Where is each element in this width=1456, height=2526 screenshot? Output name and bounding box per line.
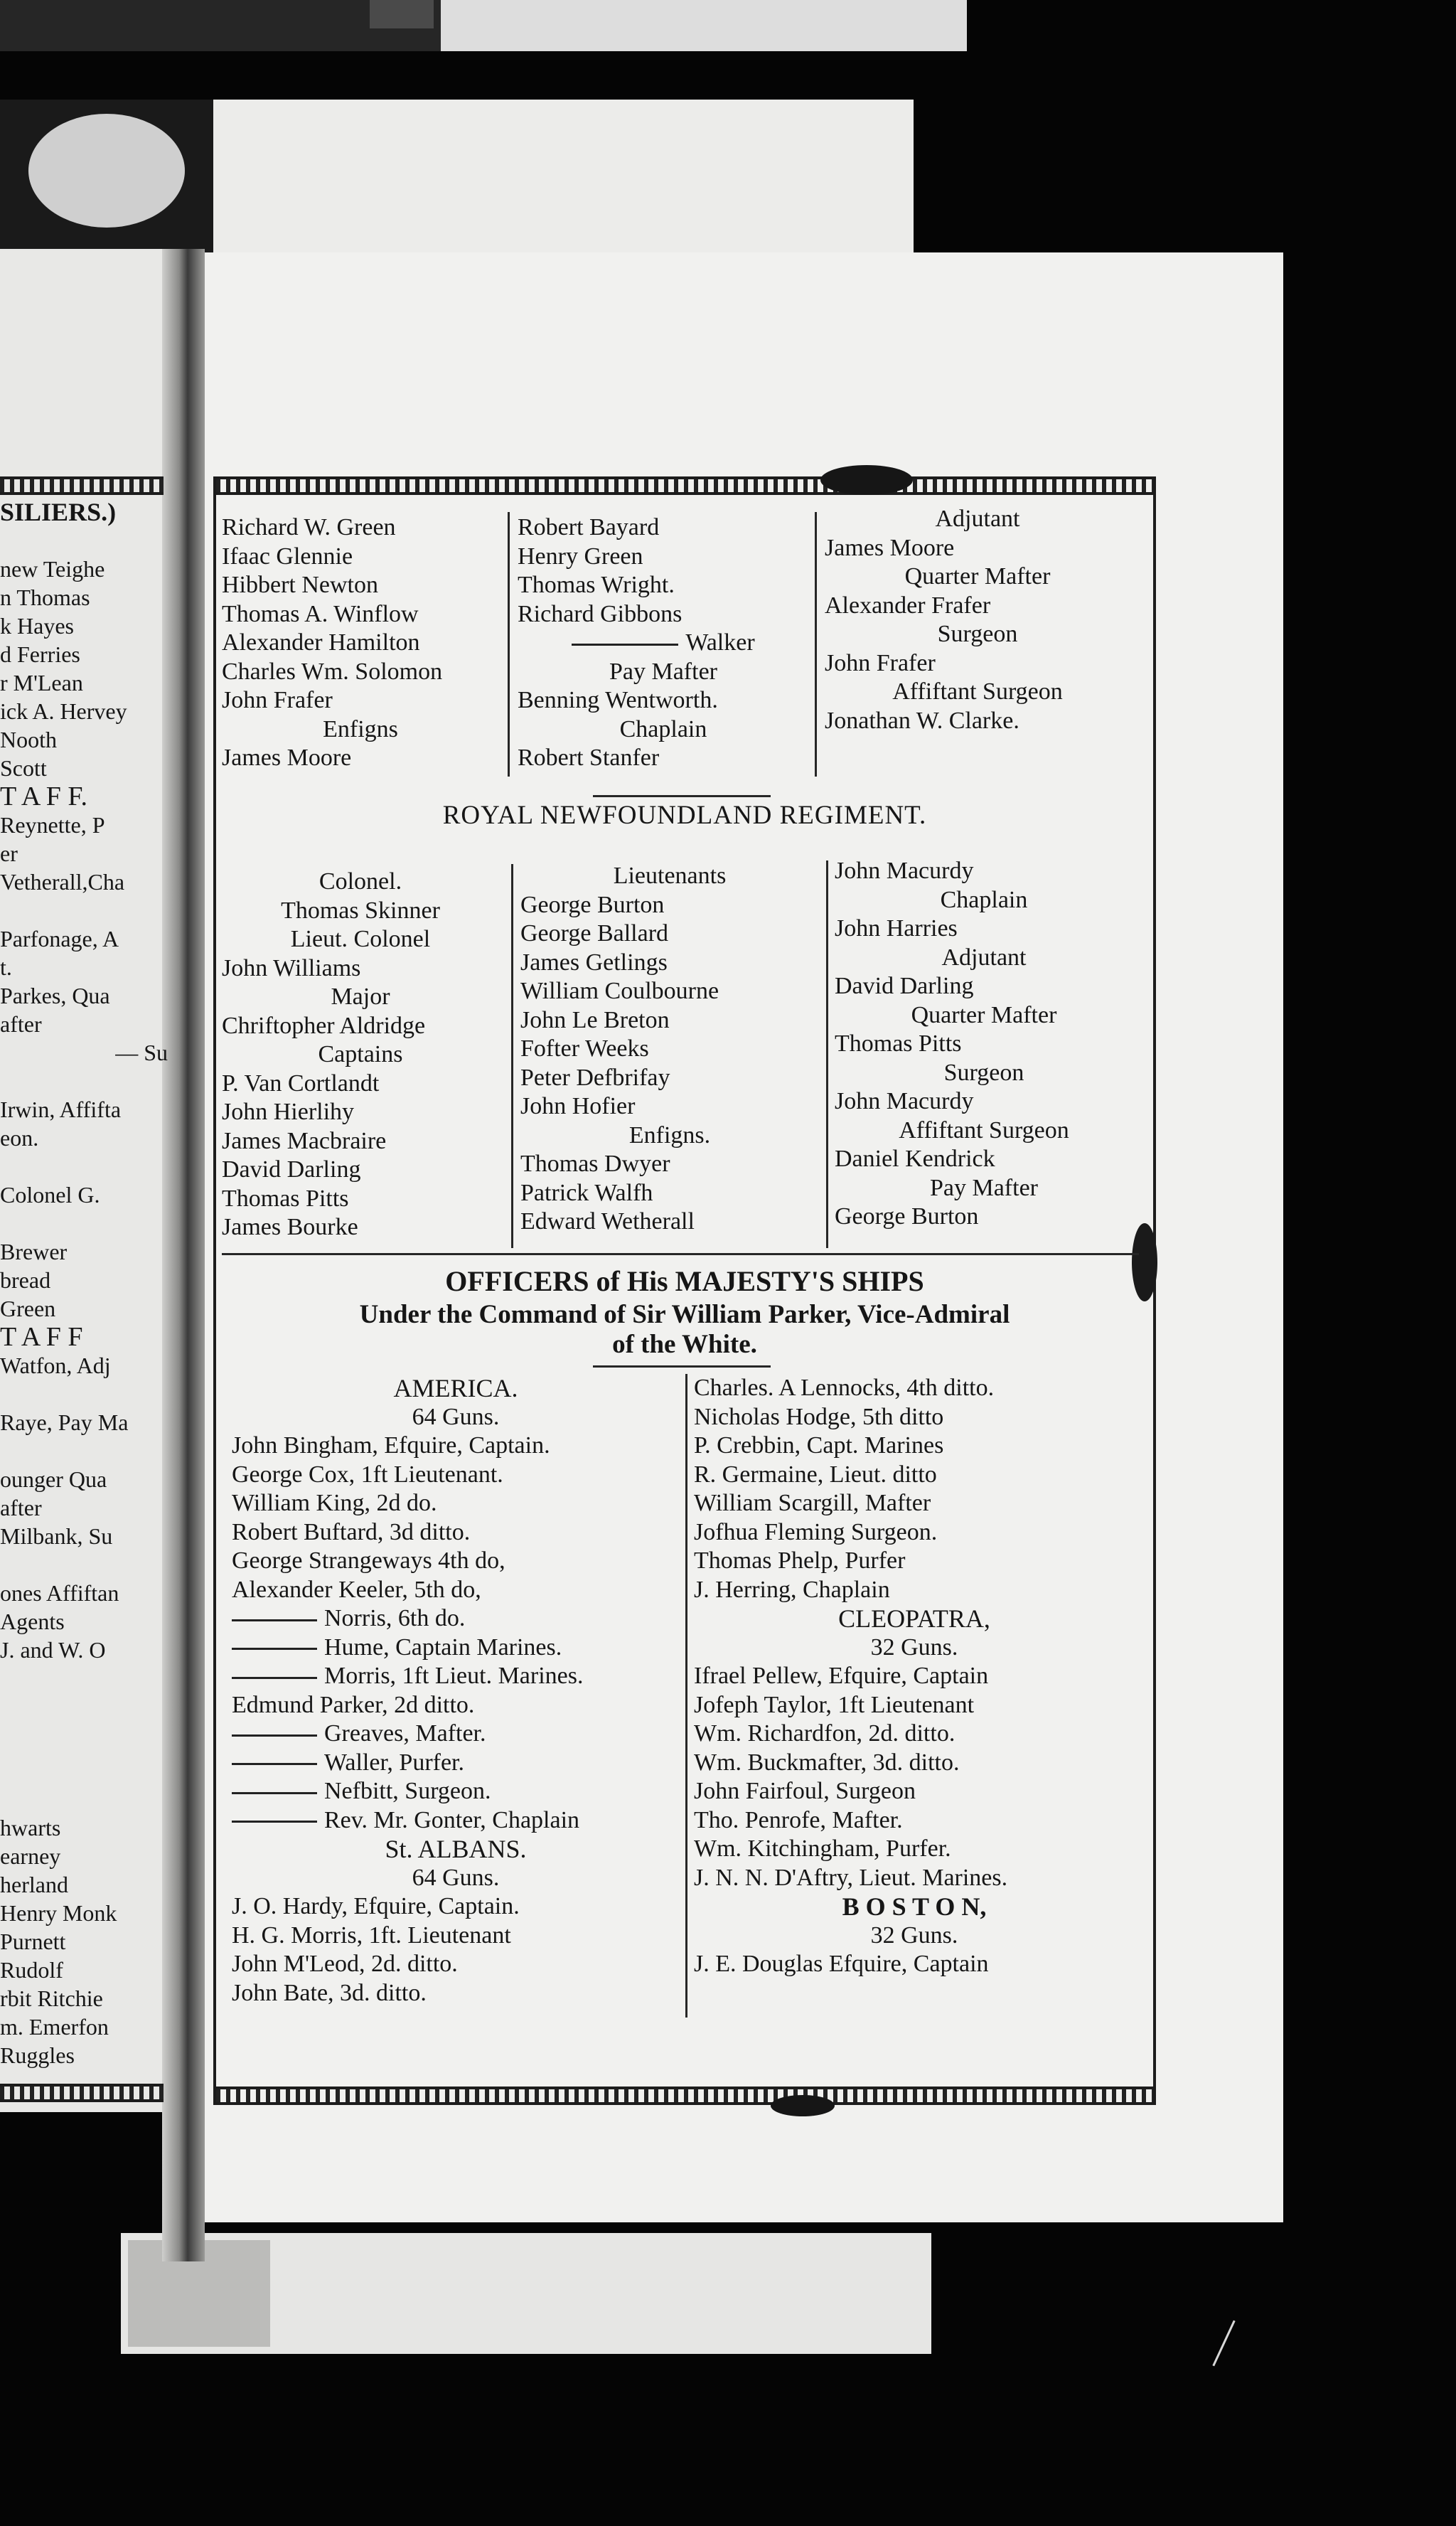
left-page-text-lower [0, 1813, 168, 2069]
name-line: Benning Wentworth. [518, 687, 718, 713]
officer-line: John Bate, 3d. ditto. [232, 1979, 427, 2006]
rank-heading: Quarter Mafter [904, 563, 1051, 590]
officer-line: Jofhua Fleming Surgeon. [694, 1518, 938, 1545]
blank-name-rule [232, 1619, 317, 1621]
name-line: Thomas Pitts [835, 1030, 962, 1057]
officer-line: Alexander Keeler, 5th do, [232, 1576, 481, 1603]
name-line: David Darling [222, 1156, 361, 1183]
officer-line: George Strangeways 4th do, [232, 1547, 505, 1574]
name-line: George Burton [520, 891, 665, 918]
officer-line: Charles. A Lennocks, 4th ditto. [694, 1375, 995, 1401]
officer-text: Greaves, Mafter. [324, 1720, 486, 1747]
left-line: er [0, 841, 18, 866]
left-line: Nooth [0, 727, 57, 752]
left-line: Colonel G. [0, 1182, 100, 1208]
left-line: Ruggles [0, 2042, 75, 2068]
name-line: James Bourke [222, 1214, 358, 1240]
name-line: Patrick Walfh [520, 1179, 653, 1206]
left-line: SILIERS.) [0, 498, 117, 526]
blank-name-rule [232, 1734, 317, 1737]
officer-line: Jofeph Taylor, 1ft Lieutenant [694, 1691, 975, 1718]
officer-line: Ifrael Pellew, Efquire, Captain [694, 1663, 989, 1689]
rank-heading: Affiftant Surgeon [892, 678, 1063, 705]
rank-heading: Surgeon [937, 621, 1018, 647]
officer-line: Tho. Penrofe, Mafter. [694, 1806, 903, 1833]
rank-heading: Surgeon [943, 1059, 1024, 1086]
officer-line [232, 1634, 680, 1663]
column-divider [815, 512, 817, 777]
book-gutter [162, 249, 205, 2261]
rank-heading: Captains [318, 1041, 403, 1067]
ship-guns: 64 Guns. [412, 1403, 500, 1430]
name-line: George Ballard [520, 920, 669, 947]
officer-text: Morris, 1ft Lieut. Marines. [324, 1663, 584, 1689]
left-line [0, 1152, 168, 1181]
left-line: r M'Lean [0, 670, 83, 696]
name-text: Walker [685, 629, 755, 656]
left-line: Reynette, P [0, 812, 105, 838]
officer-line: William Scargill, Mafter [694, 1490, 931, 1516]
left-line: Scott [0, 755, 47, 781]
name-line: James Getlings [520, 949, 668, 976]
left-line: Parfonage, A [0, 926, 119, 952]
left-line: J. and W. O [0, 1637, 106, 1663]
pen-mark [1212, 2320, 1235, 2367]
ribbon-bookmark [28, 114, 185, 228]
officer-line [232, 1806, 680, 1835]
officer-line: Wm. Buckmafter, 3d. ditto. [694, 1749, 960, 1776]
left-line: Brewer [0, 1239, 68, 1264]
rank-heading: Quarter Mafter [911, 1001, 1057, 1028]
left-line [0, 1067, 168, 1095]
left-line: t. [0, 954, 12, 980]
name-line: Charles Wm. Solomon [222, 658, 443, 685]
officer-line: J. Herring, Chaplain [694, 1576, 890, 1603]
name-line: David Darling [835, 973, 974, 999]
name-line: Edward Wetherall [520, 1208, 695, 1235]
name-line: John Williams [222, 954, 361, 981]
left-line: herland [0, 1872, 68, 1897]
name-line: Thomas Pitts [222, 1185, 349, 1212]
name-line: P. Van Cortlandt [222, 1070, 380, 1097]
blank-name-rule [232, 1677, 317, 1679]
left-line: ick A. Hervey [0, 698, 127, 724]
left-line: Parkes, Qua [0, 983, 110, 1008]
officer-line: John M'Leod, 2d. ditto. [232, 1951, 458, 1977]
left-line: ounger Qua [0, 1466, 107, 1492]
officer-line: J. O. Hardy, Efquire, Captain. [232, 1893, 520, 1919]
name-line: John Frafer [222, 687, 333, 713]
left-line [0, 1550, 168, 1579]
left-line: earney [0, 1843, 61, 1869]
left-page-border [0, 476, 164, 495]
regiment-column-1 [222, 868, 499, 1242]
regiment-title: ROYAL NEWFOUNDLAND REGIMENT. [442, 801, 927, 830]
name-line: John Harries [835, 915, 958, 942]
ship-name: CLEOPATRA, [838, 1604, 990, 1633]
top-column-1 [222, 513, 499, 773]
left-line: eon. [0, 1125, 39, 1151]
rank-heading: Enfigns [323, 715, 398, 742]
top-ornamental-border [216, 476, 1153, 495]
name-line: Thomas Wright. [518, 572, 675, 598]
name-line: James Moore [825, 534, 955, 561]
left-page-border-bottom [0, 2084, 164, 2102]
left-line: T A F F. [0, 782, 87, 811]
left-line: Vetherall,Cha [0, 869, 125, 895]
rank-heading: Lieutenants [613, 863, 727, 889]
left-line: rbit Ritchie [0, 1986, 103, 2011]
left-line: Agents [0, 1609, 65, 1634]
left-line: after [0, 1011, 42, 1037]
left-line: — Su [115, 1040, 168, 1065]
column-divider [511, 864, 513, 1248]
ship-guns: 32 Guns. [870, 1634, 958, 1661]
officer-text: Rev. Mr. Gonter, Chaplain [324, 1806, 580, 1833]
rank-heading: Adjutant [941, 944, 1027, 971]
officer-line: John Bingham, Efquire, Captain. [232, 1432, 550, 1459]
name-line: John Hierlihy [222, 1099, 355, 1125]
name-line [518, 629, 809, 658]
officer-line [232, 1604, 680, 1634]
left-line: Raye, Pay Ma [0, 1409, 129, 1435]
name-line: John Macurdy [835, 1088, 974, 1114]
name-line: Alexander Hamilton [222, 629, 420, 656]
name-line: Robert Bayard [518, 514, 660, 540]
name-line: Chriftopher Aldridge [222, 1012, 426, 1039]
blank-name-rule [572, 644, 678, 646]
name-line: Daniel Kendrick [835, 1146, 995, 1172]
rank-heading: Chaplain [940, 886, 1028, 913]
bottom-ornamental-border [216, 2087, 1153, 2105]
left-line: d Ferries [0, 641, 80, 667]
name-line: James Moore [222, 745, 352, 771]
rank-heading: Chaplain [619, 715, 707, 742]
left-line [0, 526, 168, 555]
officer-text: Hume, Captain Marines. [324, 1634, 562, 1661]
ship-name: St. ALBANS. [385, 1835, 527, 1863]
column-divider [508, 512, 510, 777]
name-line: William Coulbourne [520, 978, 719, 1004]
left-page-text [0, 498, 168, 1664]
officer-line: Nicholas Hodge, 5th ditto [694, 1403, 944, 1430]
officer-line: P. Crebbin, Capt. Marines [694, 1432, 944, 1459]
regiment-column-3 [835, 857, 1133, 1232]
left-line: after [0, 1495, 42, 1520]
section-divider [222, 1253, 1139, 1255]
name-line: John Frafer [825, 649, 936, 676]
rank-heading: Adjutant [935, 506, 1020, 532]
rank-heading: Enfigns. [628, 1121, 711, 1149]
officer-line: William King, 2d do. [232, 1490, 437, 1516]
left-line: Henry Monk [0, 1900, 117, 1926]
ship-name: AMERICA. [393, 1374, 518, 1402]
officer-text: Nefbitt, Surgeon. [324, 1778, 491, 1804]
ship-guns: 32 Guns. [870, 1922, 958, 1949]
officer-line: Robert Buftard, 3d ditto. [232, 1518, 471, 1545]
name-line: Thomas Dwyer [520, 1151, 670, 1177]
officer-line: J. N. N. D'Aftry, Lieut. Marines. [694, 1864, 1008, 1891]
name-line: Peter Defbrifay [520, 1064, 670, 1091]
officer-line: J. E. Douglas Efquire, Captain [694, 1951, 989, 1977]
printed-frame [213, 476, 1156, 2105]
officer-line: R. Germaine, Lieut. ditto [694, 1461, 937, 1488]
name-line: John Hofier [520, 1093, 636, 1119]
blank-name-rule [232, 1821, 317, 1823]
officer-line: George Cox, 1ft Lieutenant. [232, 1461, 503, 1488]
ships-title: OFFICERS of His MAJESTY'S SHIPS [445, 1265, 924, 1297]
left-line: Rudolf [0, 1957, 63, 1983]
rank-heading: Pay Mafter [609, 658, 717, 685]
name-line: John Macurdy [835, 858, 974, 884]
officer-line: Wm. Richardfon, 2d. ditto. [694, 1720, 956, 1747]
name-line: James Macbraire [222, 1127, 387, 1154]
name-line: Robert Stanfer [518, 745, 660, 771]
left-line: Green [0, 1296, 56, 1321]
rank-heading: Lieut. Colonel [290, 926, 431, 952]
ships-subtitle: of the White. [612, 1330, 757, 1359]
left-line: ones Affiftan [0, 1580, 119, 1606]
officer-line: Thomas Phelp, Purfer [694, 1547, 906, 1574]
name-line: Fofter Weeks [520, 1035, 649, 1062]
bottom-ornament [771, 2095, 835, 2116]
top-column-2 [518, 513, 809, 773]
left-line: Milbank, Su [0, 1523, 113, 1549]
rank-heading: Major [331, 984, 390, 1010]
rank-heading: Affiftant Surgeon [899, 1117, 1069, 1144]
name-line: John Le Breton [520, 1006, 670, 1033]
name-line: Thomas A. Winflow [222, 600, 419, 627]
blank-name-rule [232, 1763, 317, 1765]
name-line: George Burton [835, 1203, 979, 1230]
section-rule [593, 1365, 771, 1368]
officer-line: Wm. Kitchingham, Purfer. [694, 1835, 951, 1862]
officer-text: Norris, 6th do. [324, 1605, 466, 1631]
left-line: k Hayes [0, 613, 74, 639]
top-ornament [820, 465, 913, 495]
officer-line: H. G. Morris, 1ft. Lieutenant [232, 1922, 511, 1949]
column-divider [685, 1374, 687, 2018]
left-line: hwarts [0, 1815, 61, 1840]
name-line: Richard Gibbons [518, 600, 682, 627]
officer-line [232, 1777, 680, 1806]
ship-guns: 64 Guns. [412, 1864, 500, 1891]
ships-subtitle: Under the Command of Sir William Parker, Vice-Admiral [359, 1300, 1010, 1329]
left-line [0, 1437, 168, 1465]
name-line: Hibbert Newton [222, 572, 379, 598]
left-line [0, 896, 168, 924]
rank-heading: Pay Mafter [929, 1174, 1038, 1201]
section-rule [593, 795, 771, 797]
left-line: new Teighe [0, 556, 105, 582]
left-line [0, 1380, 168, 1408]
officer-line [232, 1662, 680, 1691]
ships-right-column [694, 1374, 1135, 1979]
blank-name-rule [232, 1648, 317, 1650]
name-line: Thomas Skinner [281, 897, 440, 924]
ship-name: B O S T O N, [842, 1892, 987, 1921]
officer-line [232, 1720, 680, 1749]
rank-heading: Colonel. [318, 868, 402, 895]
officer-line: Edmund Parker, 2d ditto. [232, 1691, 475, 1718]
ships-left-column [232, 1374, 680, 2008]
left-line: bread [0, 1267, 51, 1293]
regiment-column-2 [520, 862, 819, 1237]
column-divider [826, 860, 828, 1248]
name-line: Jonathan W. Clarke. [825, 707, 1019, 734]
left-line: Watfon, Adj [0, 1353, 111, 1378]
top-strip-mark [370, 0, 434, 28]
left-line: m. Emerfon [0, 2014, 109, 2040]
left-line [0, 1209, 168, 1237]
name-line: Alexander Frafer [825, 592, 991, 619]
officer-text: Waller, Purfer. [324, 1749, 464, 1776]
officer-line [232, 1749, 680, 1778]
left-line: Irwin, Affifta [0, 1097, 122, 1122]
officer-line: John Fairfoul, Surgeon [694, 1778, 916, 1804]
left-line: T A F F [0, 1322, 83, 1352]
name-line: Richard W. Green [222, 514, 396, 540]
name-line: Ifaac Glennie [222, 543, 353, 570]
name-line: Henry Green [518, 543, 643, 570]
left-line: n Thomas [0, 585, 90, 610]
top-column-3 [825, 505, 1130, 735]
blank-name-rule [232, 1792, 317, 1794]
left-line: Purnett [0, 1929, 66, 1954]
